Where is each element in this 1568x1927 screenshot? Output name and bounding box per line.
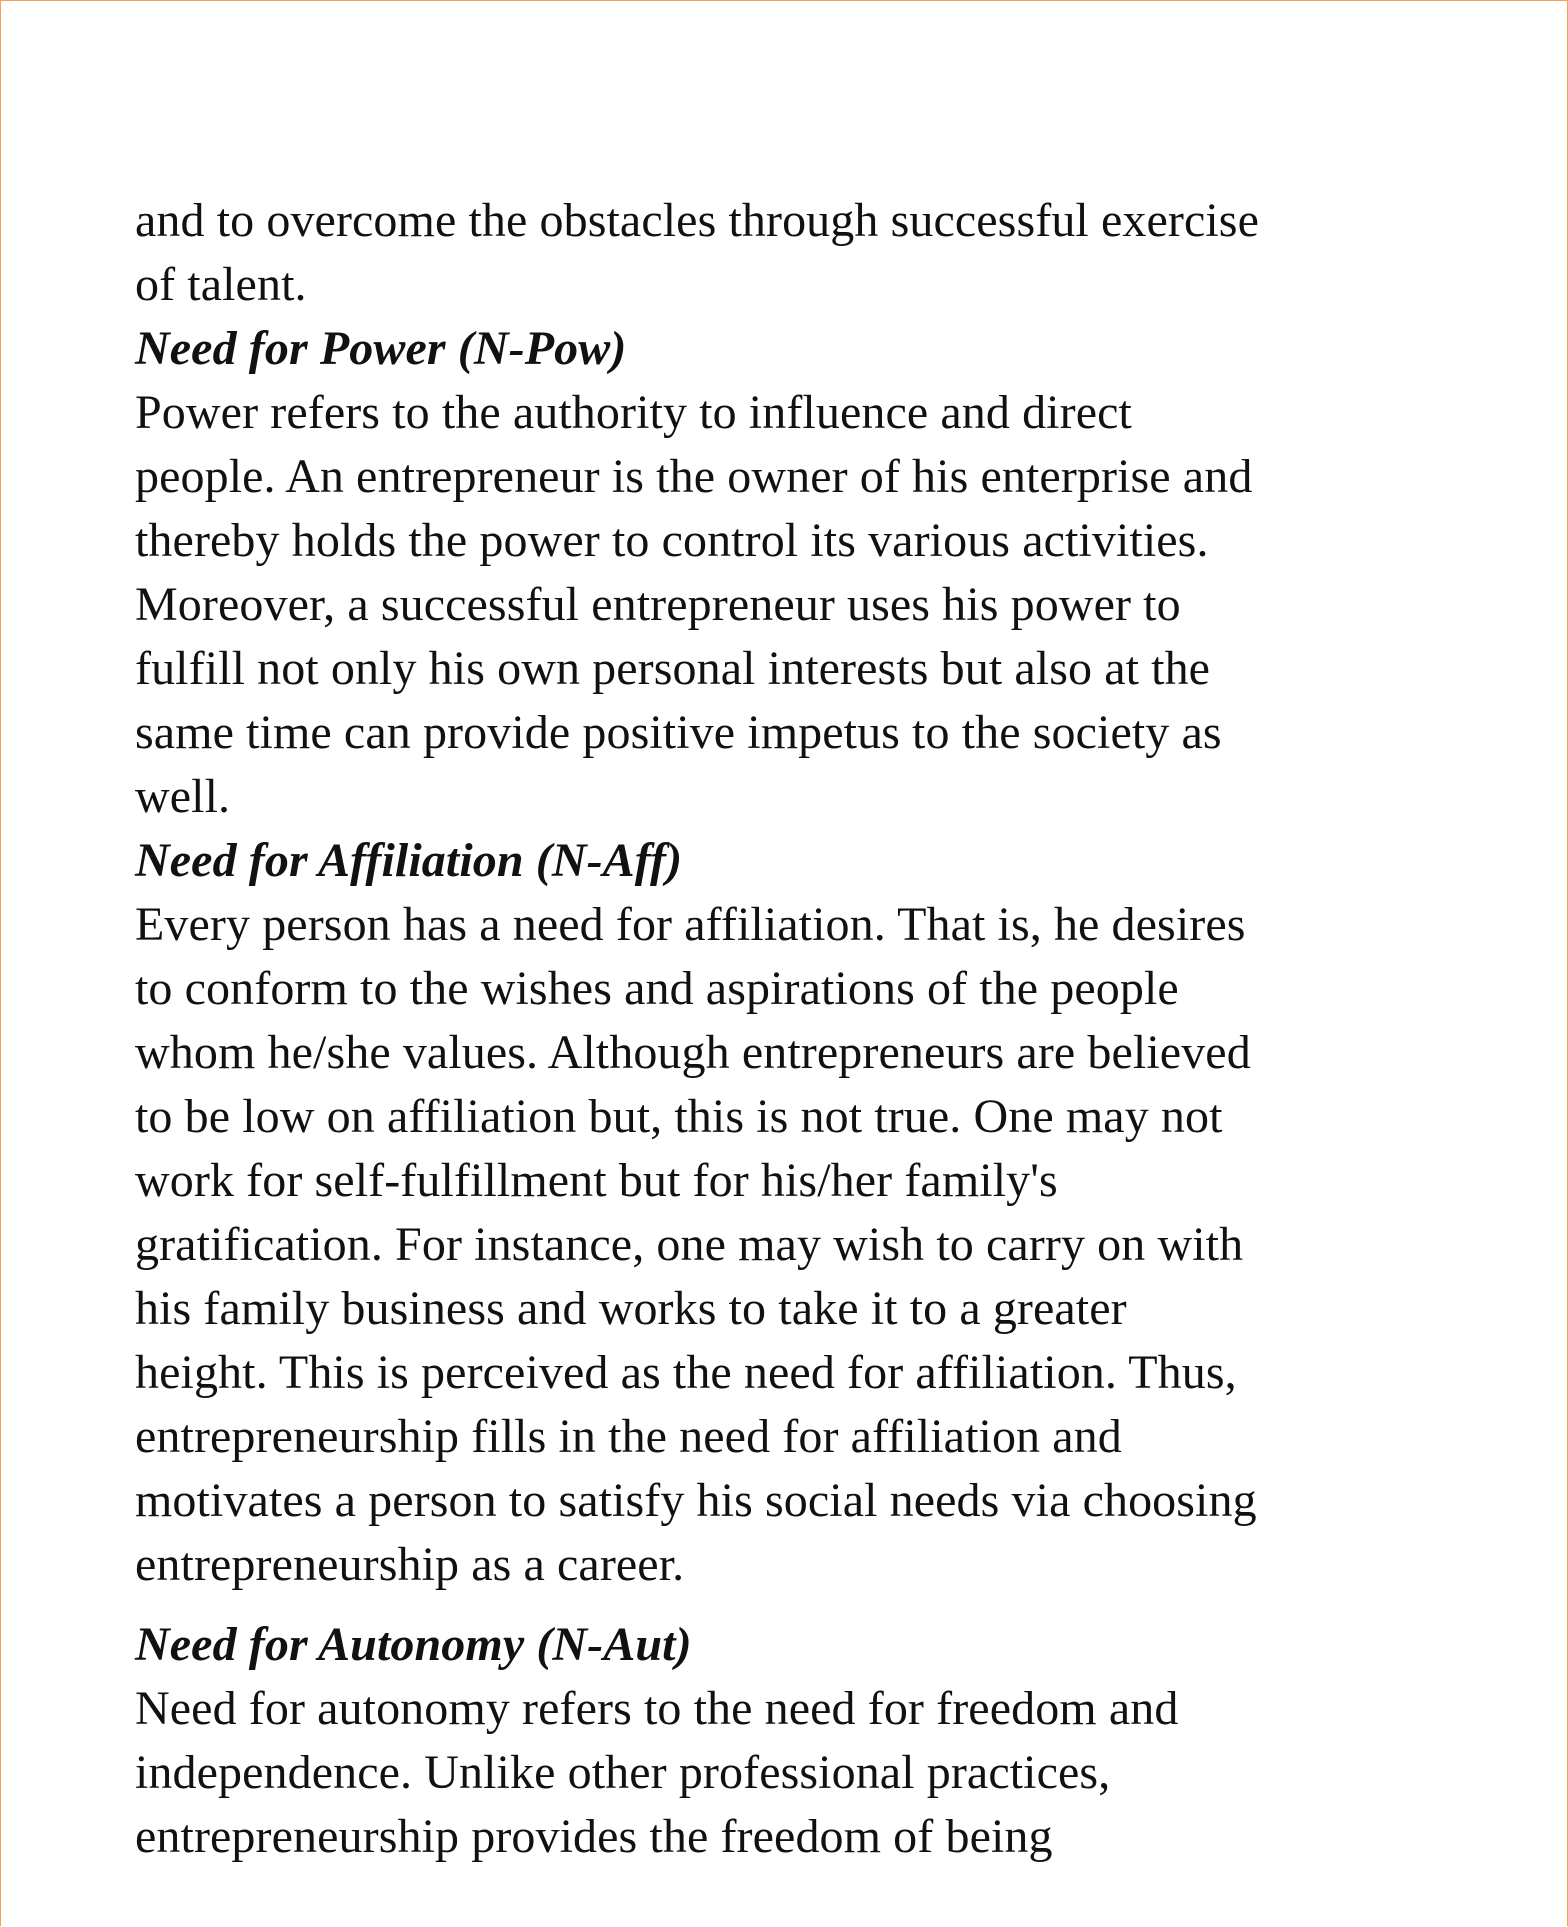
body-line: his family business and works to take it to a greater <box>135 1282 1127 1335</box>
body-line: Every person has a need for affiliation. That is, he desires <box>135 898 1246 951</box>
section-heading-power: Need for Power (N-Pow) <box>135 322 627 375</box>
section-spacer <box>135 1597 1435 1613</box>
document-body <box>135 189 1435 1869</box>
body-line: Moreover, a successful entrepreneur uses his power to <box>135 578 1181 631</box>
section-heading-autonomy: Need for Autonomy (N-Aut) <box>135 1618 692 1671</box>
body-line: people. An entrepreneur is the owner of his enterprise and <box>135 450 1253 503</box>
body-line: same time can provide positive impetus to the society as <box>135 706 1222 759</box>
body-line: fulfill not only his own personal interests but also at the <box>135 642 1211 695</box>
body-line: height. This is perceived as the need for affiliation. Thus, <box>135 1346 1237 1399</box>
body-line: thereby holds the power to control its various activities. <box>135 514 1209 567</box>
body-line: to be low on affiliation but, this is not true. One may not <box>135 1090 1223 1143</box>
body-line: entrepreneurship as a career. <box>135 1538 685 1591</box>
body-line: Need for autonomy refers to the need for freedom and <box>135 1682 1179 1735</box>
body-line: to conform to the wishes and aspirations of the people <box>135 962 1179 1015</box>
body-line: and to overcome the obstacles through successful exercise <box>135 194 1259 247</box>
body-line: motivates a person to satisfy his social needs via choosing <box>135 1474 1257 1527</box>
body-line: of talent. <box>135 258 307 311</box>
body-line: independence. Unlike other professional practices, <box>135 1746 1111 1799</box>
section-heading-affiliation: Need for Affiliation (N-Aff) <box>135 834 683 887</box>
body-line: gratification. For instance, one may wish to carry on with <box>135 1218 1244 1271</box>
body-line: entrepreneurship fills in the need for affiliation and <box>135 1410 1122 1463</box>
body-line: entrepreneurship provides the freedom of being <box>135 1810 1053 1863</box>
body-line: well. <box>135 770 231 823</box>
body-line: Power refers to the authority to influence and direct <box>135 386 1132 439</box>
body-line: whom he/she values. Although entrepreneurs are believed <box>135 1026 1251 1079</box>
body-line: work for self-fulfillment but for his/her family's <box>135 1154 1058 1207</box>
